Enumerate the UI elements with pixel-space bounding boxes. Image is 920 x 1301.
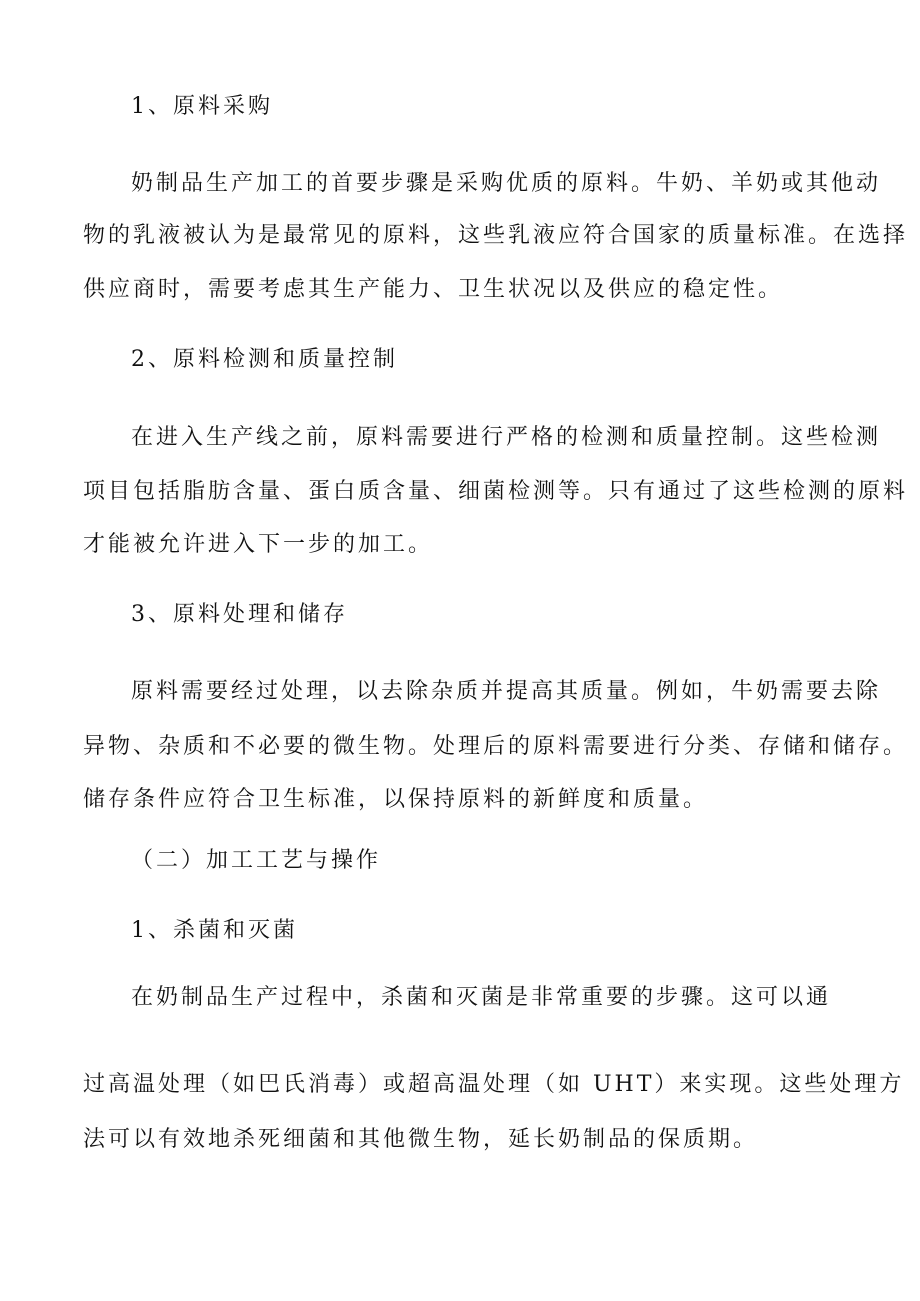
section-heading-processing-storage: 3、原料处理和储存	[131, 602, 348, 627]
paragraph-line: 在进入生产线之前，原料需要进行严格的检测和质量控制。这些检测	[131, 425, 882, 450]
paragraph-line: 过高温处理（如巴氏消毒）或超高温处理（如 UHT）来实现。这些处理方	[83, 1072, 905, 1097]
paragraph-line: 供应商时，需要考虑其生产能力、卫生状况以及供应的稳定性。	[83, 277, 784, 302]
paragraph-line: 项目包括脂肪含量、蛋白质含量、细菌检测等。只有通过了这些检测的原料	[83, 479, 909, 504]
paragraph-line: 物的乳液被认为是最常见的原料，这些乳液应符合国家的质量标准。在选择	[83, 223, 909, 248]
paragraph-line: 异物、杂质和不必要的微生物。处理后的原料需要进行分类、存储和储存。	[83, 734, 909, 759]
section-heading-quality-control: 2、原料检测和质量控制	[131, 347, 398, 372]
section-heading-raw-material-purchase: 1、原料采购	[131, 94, 273, 119]
paragraph-line: 在奶制品生产过程中，杀菌和灭菌是非常重要的步骤。这可以通	[131, 985, 832, 1010]
paragraph-line: 原料需要经过处理，以去除杂质并提高其质量。例如，牛奶需要去除	[131, 679, 882, 704]
paragraph-line: 法可以有效地杀死细菌和其他微生物，延长奶制品的保质期。	[83, 1127, 759, 1152]
paragraph-line: 储存条件应符合卫生标准，以保持原料的新鲜度和质量。	[83, 787, 709, 812]
paragraph-line: 奶制品生产加工的首要步骤是采购优质的原料。牛奶、羊奶或其他动	[131, 171, 882, 196]
part-heading-processing-operation: （二）加工工艺与操作	[131, 848, 382, 873]
section-heading-sterilization: 1、杀菌和灭菌	[131, 918, 298, 943]
paragraph-line: 才能被允许进入下一步的加工。	[83, 532, 434, 557]
